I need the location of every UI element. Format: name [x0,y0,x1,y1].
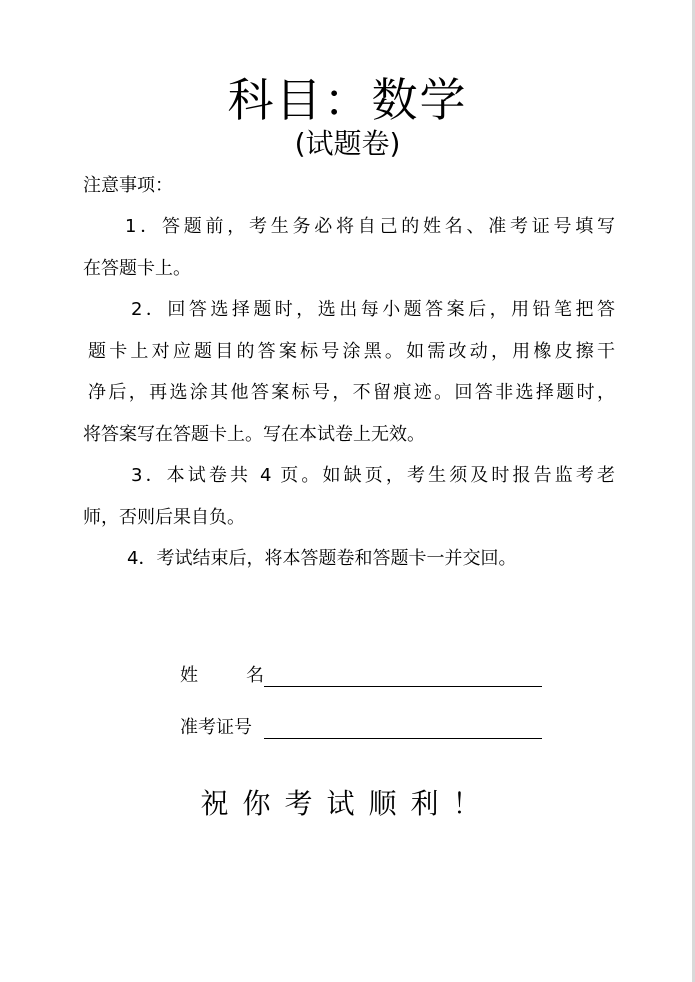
notice-item-3-pages: 4 [259,465,272,486]
notice-item-3-line-2: 师，否则后果自负。 [83,507,245,528]
notice-item-1-line-1 [83,213,615,241]
notice-heading: 注意事项： [83,175,173,196]
notice-item-3-line-1 [83,462,615,490]
notice-item-3-text-a: ．本试卷共 [142,465,252,486]
exam-id-underline[interactable] [264,716,542,739]
page-subtitle: (试题卷) [294,127,401,160]
notice-item-4-number: 4 [127,548,139,569]
name-field[interactable] [180,662,542,690]
notice-item-1-text: ．答题前，考生务必将自己的姓名、准考证号填写 [136,216,615,237]
notice-item-4-text: ．考试结束后，将本答题卷和答题卡一并交回。 [138,548,517,569]
exam-id-label: 准考证号 [180,717,252,738]
notice-item-2-number: 2 [131,299,143,320]
name-underline[interactable] [264,664,542,687]
notice-item-4-line-1 [127,545,516,573]
notice-item-2-line-1 [83,296,615,324]
page-title: 科目：数学 [227,73,468,127]
notice-item-2-line-3: 净后，再选涂其他答案标号，不留痕迹。回答非选择题时， [88,382,615,403]
exam-id-field[interactable] [180,714,542,742]
name-label: 姓名 [180,665,264,686]
notice-item-2-text: ．回答选择题时，选出每小题答案后，用铅笔把答 [142,299,615,320]
notice-item-1-number: 1 [125,216,137,237]
notice-item-3-text-b: 页。如缺页，考生须及时报告监考老 [280,465,615,486]
blessing-text: 祝你考试顺利！ [200,787,495,820]
notice-item-2-line-4: 将答案写在答题卡上。写在本试卷上无效。 [83,424,425,445]
notice-item-1-line-2: 在答题卡上。 [83,258,191,279]
notice-item-2-line-2: 题卡上对应题目的答案标号涂黑。如需改动，用橡皮擦干 [88,341,615,362]
notice-item-3-number: 3 [131,465,143,486]
